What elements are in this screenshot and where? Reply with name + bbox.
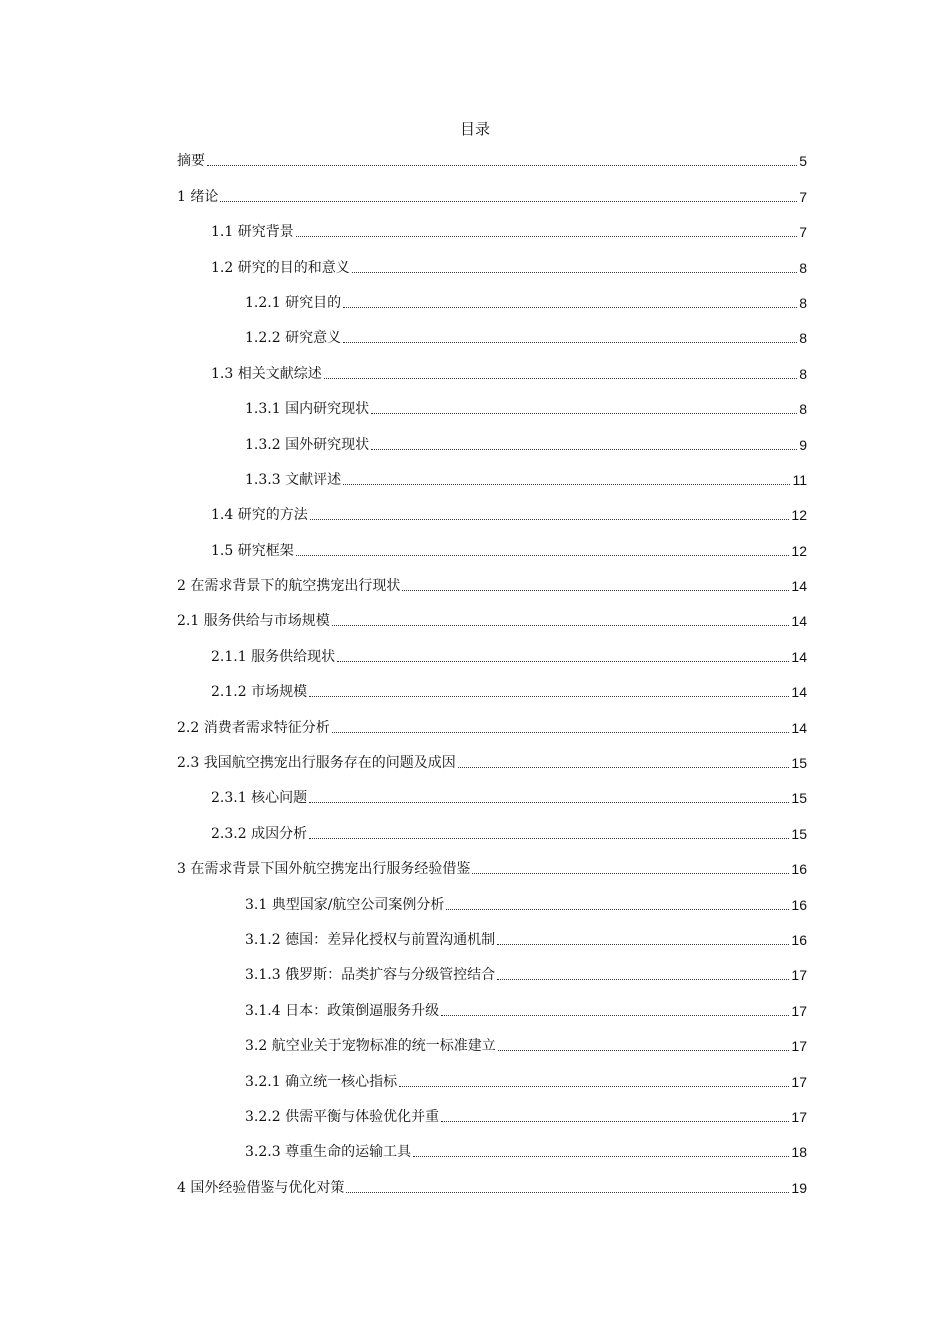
toc-entry-page-number: 17: [791, 1108, 807, 1125]
toc-entry[interactable]: [177, 1060, 807, 1095]
toc-entry[interactable]: [177, 742, 807, 777]
toc-dot-leader: [309, 802, 789, 803]
toc-entry-label: 2.3 我国航空携宠出行服务存在的问题及成因: [177, 755, 456, 772]
toc-entry-page-number: 5: [799, 153, 807, 170]
toc-entry-page-number: 11: [792, 471, 807, 488]
toc-entry-page-number: 16: [791, 896, 807, 913]
toc-dot-leader: [343, 484, 790, 485]
toc-entry-label: 3.2.1 确立统一核心指标: [245, 1073, 398, 1090]
toc-entry-page-number: 8: [799, 294, 807, 311]
toc-dot-leader: [498, 1050, 790, 1051]
toc-entry-page-number: 7: [799, 188, 807, 205]
toc-entry-page-number: 12: [791, 507, 807, 524]
toc-dot-leader: [371, 413, 797, 414]
toc-entry-page-number: 16: [791, 931, 807, 948]
toc-entry-page-number: 17: [791, 967, 807, 984]
toc-entry-page-number: 14: [791, 613, 807, 630]
toc-entry[interactable]: [177, 175, 807, 210]
toc-dot-leader: [207, 165, 797, 166]
toc-entry-label: 1 绪论: [177, 188, 219, 205]
toc-dot-leader: [446, 909, 789, 910]
toc-entry-label: 2 在需求背景下的航空携宠出行现状: [177, 578, 401, 595]
toc-dot-leader: [472, 873, 789, 874]
toc-dot-leader: [343, 307, 797, 308]
toc-entry[interactable]: [177, 1131, 807, 1166]
toc-entry-page-number: 15: [791, 790, 807, 807]
toc-entry-label: 2.2 消费者需求特征分析: [177, 719, 330, 736]
toc-entry[interactable]: [177, 635, 807, 670]
toc-dot-leader: [332, 732, 790, 733]
toc-dot-leader: [402, 590, 789, 591]
toc-list: [177, 140, 807, 1202]
toc-entry[interactable]: [177, 494, 807, 529]
toc-dot-leader: [309, 838, 789, 839]
toc-dot-leader: [310, 519, 790, 520]
toc-entry-label: 摘要: [177, 153, 205, 170]
toc-dot-leader: [296, 555, 790, 556]
toc-entry-label: 2.3.1 核心问题: [211, 790, 308, 807]
toc-entry-page-number: 8: [799, 259, 807, 276]
toc-entry[interactable]: [177, 600, 807, 635]
toc-dot-leader: [352, 272, 797, 273]
toc-dot-leader: [399, 1086, 789, 1087]
toc-entry-label: 1.3.1 国内研究现状: [245, 401, 370, 418]
toc-entry-label: 1.3.3 文献评述: [245, 471, 342, 488]
toc-entry-label: 2.1.2 市场规模: [211, 684, 308, 701]
toc-dot-leader: [441, 1121, 789, 1122]
toc-dot-leader: [441, 1015, 789, 1016]
toc-entry[interactable]: [177, 706, 807, 741]
toc-entry-page-number: 9: [799, 436, 807, 453]
toc-entry-page-number: 19: [791, 1179, 807, 1196]
toc-entry-page-number: 14: [791, 578, 807, 595]
toc-entry[interactable]: [177, 812, 807, 847]
toc-entry-label: 1.2.1 研究目的: [245, 294, 342, 311]
toc-entry[interactable]: [177, 459, 807, 494]
toc-entry-page-number: 8: [799, 365, 807, 382]
toc-entry-page-number: 12: [791, 542, 807, 559]
toc-entry[interactable]: [177, 282, 807, 317]
toc-title: 目录: [459, 120, 490, 138]
toc-entry-label: 1.3 相关文献综述: [211, 365, 322, 382]
toc-entry-label: 1.2 研究的目的和意义: [211, 259, 350, 276]
toc-entry[interactable]: [177, 1166, 807, 1201]
toc-entry[interactable]: [177, 671, 807, 706]
toc-entry[interactable]: [177, 423, 807, 458]
toc-entry-label: 3.1.3 俄罗斯：品类扩容与分级管控结合: [245, 967, 496, 984]
toc-entry[interactable]: [177, 777, 807, 812]
toc-entry-page-number: 17: [791, 1038, 807, 1055]
toc-entry-label: 3.1.2 德国：差异化授权与前置沟通机制: [245, 931, 496, 948]
toc-entry-label: 2.1 服务供给与市场规模: [177, 613, 330, 630]
toc-entry-label: 2.3.2 成因分析: [211, 825, 308, 842]
toc-entry[interactable]: [177, 565, 807, 600]
toc-entry[interactable]: [177, 529, 807, 564]
toc-dot-leader: [346, 1192, 789, 1193]
toc-entry-label: 2.1.1 服务供给现状: [211, 648, 336, 665]
toc-entry-page-number: 8: [799, 330, 807, 347]
toc-dot-leader: [332, 625, 790, 626]
toc-entry-label: 3.2.3 尊重生命的运输工具: [245, 1144, 412, 1161]
toc-entry-label: 3.2.2 供需平衡与体验优化并重: [245, 1108, 440, 1125]
toc-entry-page-number: 17: [791, 1002, 807, 1019]
toc-entry-page-number: 14: [791, 648, 807, 665]
toc-entry-label: 3.2 航空业关于宠物标准的统一标准建立: [245, 1038, 496, 1055]
toc-entry-label: 4 国外经验借鉴与优化对策: [177, 1179, 345, 1196]
toc-entry-label: 1.1 研究背景: [211, 224, 294, 241]
toc-entry-page-number: 7: [799, 224, 807, 241]
toc-entry[interactable]: [177, 140, 807, 175]
toc-entry-page-number: 14: [791, 719, 807, 736]
toc-entry[interactable]: [177, 1025, 807, 1060]
toc-entry-label: 3.1.4 日本：政策倒逼服务升级: [245, 1002, 440, 1019]
toc-dot-leader: [413, 1156, 789, 1157]
toc-entry[interactable]: [177, 388, 807, 423]
toc-entry-page-number: 15: [791, 825, 807, 842]
toc-entry-label: 1.4 研究的方法: [211, 507, 308, 524]
toc-entry-label: 3 在需求背景下国外航空携宠出行服务经验借鉴: [177, 861, 471, 878]
toc-entry-label: 1.5 研究框架: [211, 542, 294, 559]
toc-entry-page-number: 8: [799, 401, 807, 418]
toc-dot-leader: [343, 342, 797, 343]
toc-dot-leader: [296, 236, 797, 237]
toc-entry[interactable]: [177, 848, 807, 883]
toc-entry[interactable]: [177, 246, 807, 281]
toc-entry-label: 3.1 典型国家/航空公司案例分析: [245, 896, 445, 913]
toc-dot-leader: [458, 767, 790, 768]
toc-entry-page-number: 14: [791, 684, 807, 701]
toc-entry[interactable]: [177, 1096, 807, 1131]
toc-entry[interactable]: [177, 883, 807, 918]
toc-dot-leader: [337, 661, 789, 662]
toc-dot-leader: [324, 378, 797, 379]
toc-entry[interactable]: [177, 989, 807, 1024]
toc-dot-leader: [497, 944, 789, 945]
toc-entry-page-number: 15: [791, 755, 807, 772]
toc-entry-page-number: 17: [791, 1073, 807, 1090]
toc-entry-label: 1.2.2 研究意义: [245, 330, 342, 347]
toc-entry[interactable]: [177, 954, 807, 989]
toc-entry[interactable]: [177, 211, 807, 246]
toc-entry[interactable]: [177, 919, 807, 954]
toc-entry-label: 1.3.2 国外研究现状: [245, 436, 370, 453]
toc-entry-page-number: 18: [791, 1144, 807, 1161]
toc-entry[interactable]: [177, 352, 807, 387]
toc-entry-page-number: 16: [791, 861, 807, 878]
toc-dot-leader: [309, 696, 789, 697]
toc-dot-leader: [497, 979, 789, 980]
toc-dot-leader: [220, 201, 797, 202]
toc-dot-leader: [371, 449, 797, 450]
toc-entry[interactable]: [177, 317, 807, 352]
